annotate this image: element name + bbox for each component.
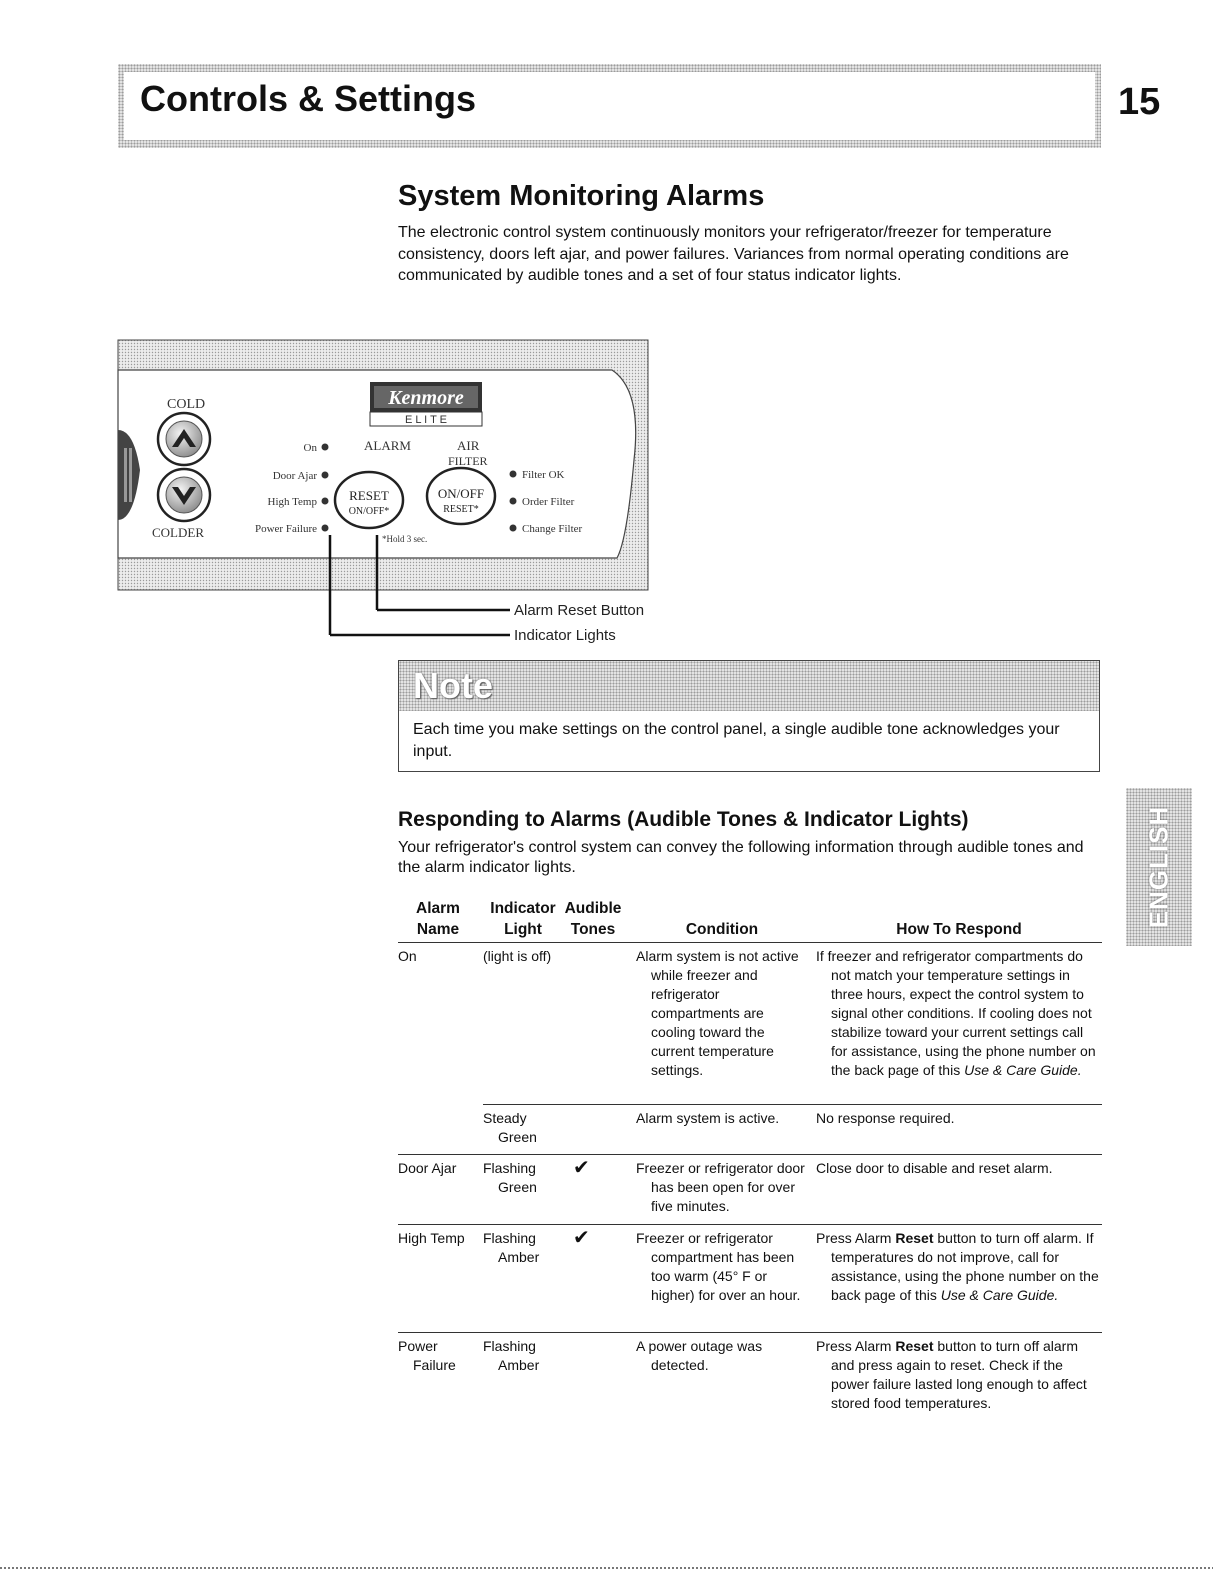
how-to-respond: Press Alarm Reset button to turn off alarm and press again to reset. Check if the power failure lasted long enough to affect stored food temperatures. <box>816 1338 1087 1411</box>
svg-text:ON/OFF*: ON/OFF* <box>348 506 390 517</box>
page-number: 15 <box>1118 81 1161 123</box>
alarms-intro: Your refrigerator's control system can convey the following information through audible tones and the alarm indicator lights. <box>398 839 1084 876</box>
indicator-door-ajar-label: Door Ajar <box>272 470 317 482</box>
order-filter-label: Order Filter <box>522 496 575 508</box>
how-to-respond: Close door to disable and reset alarm. <box>816 1160 1053 1176</box>
svg-text:E L I T E: E L I T E <box>405 414 447 426</box>
indicator-light: Steady Green <box>483 1110 537 1145</box>
table-row <box>398 1154 1102 1225</box>
how-to-respond: If freezer and refrigerator compartments do not match your temperature settings in three hours, expect the control system to signal other conditions. If cooling does not stabilize toward your current settings call for assistance, using the phone number on the back page of this Use & Care Guide. <box>816 948 1096 1078</box>
indicator-light-on <box>322 444 329 451</box>
indicator-high-temp-label: High Temp <box>267 496 317 508</box>
alarm-name: Power Failure <box>398 1338 456 1373</box>
col-header-audible-tones: Audible Tones <box>564 900 622 938</box>
indicator-light-high-temp <box>322 498 329 505</box>
change-filter-label: Change Filter <box>522 523 583 535</box>
alarm-title: ALARM <box>364 438 411 453</box>
indicator-light-order-filter <box>510 498 517 505</box>
indicator-light: (light is off) <box>483 948 552 964</box>
col-header-alarm-name: Alarm Name <box>416 900 460 938</box>
audible-tone-check: ✔ <box>573 1157 590 1179</box>
condition: Freezer or refrigerator door has been open for over five minutes. <box>636 1160 805 1214</box>
condition: A power outage was detected. <box>636 1338 763 1373</box>
alarm-name: High Temp <box>398 1230 465 1246</box>
alarm-reset-button[interactable] <box>335 472 403 528</box>
condition: Freezer or refrigerator compartment has been too warm (45° F or higher) for over an hour. <box>636 1230 801 1303</box>
table-row <box>483 1104 1102 1157</box>
svg-text:ON/OFF: ON/OFF <box>437 486 485 501</box>
indicator-light-power-failure <box>322 525 329 532</box>
air-filter-title-2: FILTER <box>448 454 488 468</box>
condition: Alarm system is not active while freezer and refrigerator compartments are cooling toward the current temperature settings. <box>636 948 799 1078</box>
cold-label: COLD <box>167 397 206 412</box>
alarms-heading: Responding to Alarms (Audible Tones & Indicator Lights) <box>398 808 969 831</box>
indicator-light: Flashing Amber <box>483 1338 540 1373</box>
indicator-power-failure-label: Power Failure <box>254 523 317 535</box>
table-row <box>398 1332 1102 1423</box>
filter-ok-label: Filter OK <box>522 469 565 481</box>
col-header-indicator-light: Indicator Light <box>490 900 556 938</box>
note-box <box>398 660 1100 772</box>
col-header-how-to-respond: How To Respond <box>896 921 1022 938</box>
section-title: System Monitoring Alarms <box>398 180 765 212</box>
indicator-light-change-filter <box>510 525 517 532</box>
how-to-respond: Press Alarm Reset button to turn off alarm. If temperatures do not improve, call for assistance, using the phone number on the back page of this Use & Care Guide. <box>816 1230 1099 1303</box>
col-header-condition: Condition <box>685 921 759 938</box>
indicator-light-filter-ok <box>510 471 517 478</box>
note-band <box>399 661 1099 711</box>
header-band <box>118 64 1101 148</box>
header-inner <box>124 72 1095 140</box>
svg-text:RESET: RESET <box>349 488 389 503</box>
svg-text:Kenmore: Kenmore <box>388 387 464 409</box>
indicator-on-label: On <box>303 442 317 454</box>
how-to-respond: No response required. <box>816 1110 955 1126</box>
table-row <box>398 942 1102 1101</box>
note-text: Each time you make settings on the control panel, a single audible tone acknowledges your input. <box>413 721 1060 760</box>
hold-note: *Hold 3 sec. <box>382 534 428 544</box>
table-row <box>398 1224 1102 1333</box>
air-filter-title-1: AIR <box>457 438 480 453</box>
colder-label: COLDER <box>152 525 204 540</box>
intro-text: The electronic control system continuously monitors your refrigerator/freezer for temperature consistency, doors left ajar, and power failures. Variances from normal operating conditions are communicated by audible tones and a set of four status indicator lights. <box>398 224 1069 284</box>
note-title: Note <box>413 665 493 706</box>
indicator-light: Flashing Amber <box>483 1230 540 1265</box>
alarm-name: Door Ajar <box>398 1160 457 1176</box>
callout-reset-label: Alarm Reset Button <box>514 602 645 619</box>
alarm-name: On <box>398 948 417 964</box>
language-tab-label: ENGLISH <box>1143 805 1174 929</box>
indicator-light: Flashing Green <box>483 1160 537 1195</box>
callout-lights-label: Indicator Lights <box>514 627 616 644</box>
condition: Alarm system is active. <box>636 1110 780 1126</box>
control-panel-diagram <box>112 330 657 650</box>
indicator-light-door-ajar <box>322 472 329 479</box>
colder-down-button[interactable] <box>158 469 210 521</box>
language-tab <box>1126 788 1192 946</box>
page-bottom-edge <box>0 1567 1213 1569</box>
cold-up-button[interactable] <box>158 413 210 465</box>
svg-text:RESET*: RESET* <box>443 504 479 515</box>
filter-onoff-button[interactable] <box>427 468 495 524</box>
page-title: Controls & Settings <box>140 78 477 119</box>
audible-tone-check: ✔ <box>573 1227 590 1249</box>
kenmore-logo <box>370 382 482 426</box>
